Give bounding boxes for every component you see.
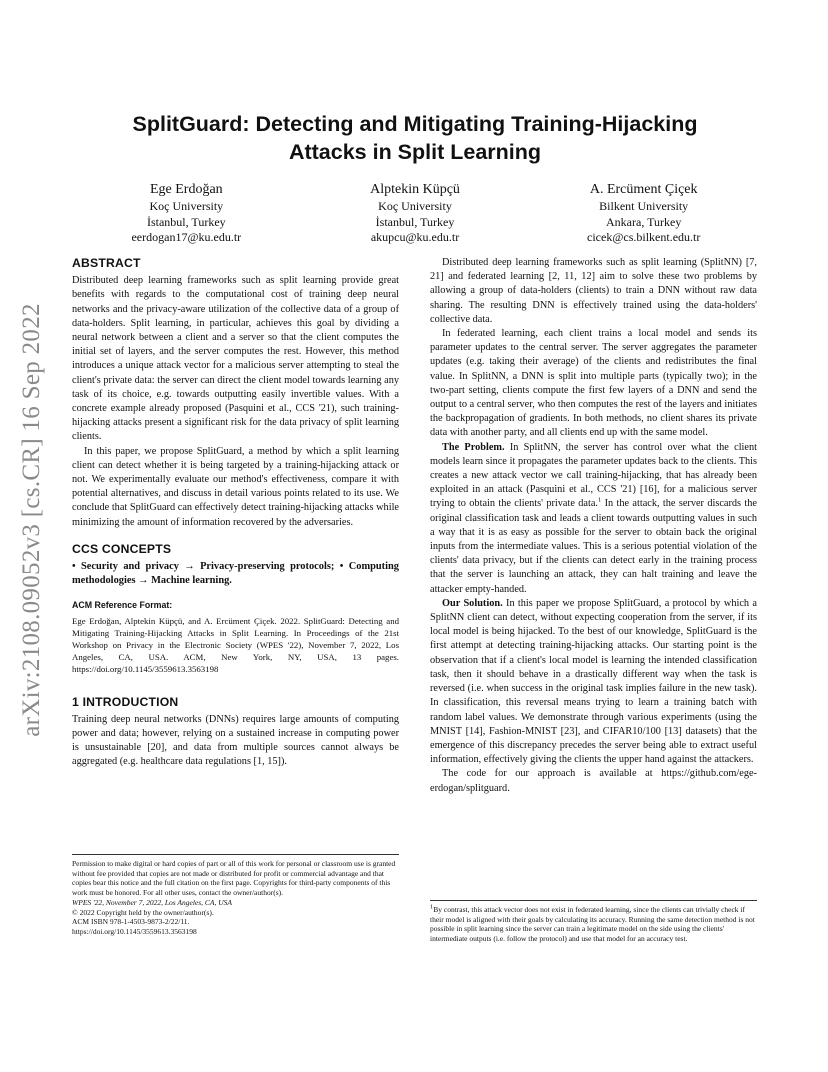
- author-email: cicek@cs.bilkent.edu.tr: [587, 230, 701, 244]
- author-1: [72, 180, 301, 246]
- problem-text: In SplitNN, the server has control over what the client models learn since it propagates the parameter updates back to the clients. This creates a new attack vector we call training-hijacking, that has already been exploited in an attack (Pasquini et al., CCS '21) [16], for a malicious server trying to obtain the clients' private data.: [430, 441, 757, 510]
- abstract-paragraph-2: In this paper, we propose SplitGuard, a method by which a split learning client can detect whether it is being targeted by a training-hijacking attack or not. We experimentally evaluate our method's effectiveness, compare it with potential alternatives, and discuss in detail various points related to its use. We conclude that SplitGuard can effectively detect training-hijacking attacks while minimizing the amount of information recovered by the adversaries.: [72, 445, 399, 528]
- ccs-concepts: • Security and privacy → Privacy-preserving protocols; • Computing methodologies → Machine learning.: [72, 561, 399, 587]
- author-location: Ankara, Turkey: [606, 214, 682, 229]
- permission-text: Permission to make digital or hard copies of part or all of this work for personal or classroom use is granted without fee provided that copies are not made or distributed for profit or commercial advantage and that copies bear this notice and the full citation on the first page. Copyrights for third-party components of this work must be honored. For all other uses, contact the owner/author(s).: [72, 859, 396, 898]
- author-affiliation: Bilkent University: [599, 199, 689, 213]
- arxiv-identifier-text: arXiv:2108.09052v3 [cs.CR] 16 Sep 2022: [18, 303, 45, 737]
- isbn-line: ACM ISBN 978-1-4503-9873-2/22/11.: [72, 917, 190, 927]
- title-line-2: Attacks in Split Learning: [288, 140, 542, 164]
- author-name: A. Ercüment Çiçek: [589, 182, 698, 197]
- footnote-number: 1: [430, 903, 434, 911]
- author-affiliation: Koç University: [378, 199, 452, 213]
- paper-title: [72, 110, 758, 166]
- title-line-1: SplitGuard: Detecting and Mitigating Training-Hijacking: [132, 112, 698, 136]
- solution-text: In this paper we propose SplitGuard, a protocol by which a SplitNN client can detect, without expecting cooperation from the server, if its local model is being hijacked. To the best of our knowledge, SplitGuard is the first attempt at detecting training-hijacking attacks. Our starting point is the observation that if a client's local model is learning the intended classification task, then it should behave in a drastically different way when the task is reversed (i.e. when success in the original task implies failure in the new task). In classification, this reversal means trying to learn a training batch with random label values. We demonstrate through various experiments (using the MNIST [14], Fashion-MNIST [23], and CIFAR10/100 [13] datasets) that the emergence of this discrepancy precedes the server being able to extract useful information, effectively giving the clients the upper hand against the attackers.: [430, 597, 757, 766]
- intro-paragraph-2: Distributed deep learning frameworks such as split learning (SplitNN) [7, 21] and federated learning [2, 11, 12] aim to solve these two problems by allowing a group of data-holders (clients) to train a DNN without raw data sharing. The resulting DNN is effectively trained using the data-holders' collective data.: [430, 257, 757, 325]
- copyright-line: © 2022 Copyright held by the owner/author(s).: [72, 907, 214, 917]
- footnote-text: [430, 905, 757, 944]
- acm-reference-text: Ege Erdoğan, Alptekin Küpçü, and A. Ercüment Çiçek. 2022. SplitGuard: Detecting and Mitigating Training-Hijacking Attacks in Split Learning. In Proceedings of the 21st Workshop on Privacy in the Electronic Society (WPES '22), November 7, 2022, Los Angeles, CA, USA. ACM, New York, NY, USA, 13 pages. https://doi.org/10.1145/3559613.3563198: [72, 615, 399, 674]
- ccs-heading: CCS CONCEPTS: [72, 541, 172, 556]
- doi-line: https://doi.org/10.1145/3559613.3563198: [72, 926, 197, 936]
- author-location: İstanbul, Turkey: [146, 214, 226, 229]
- left-column: [72, 256, 399, 770]
- author-affiliation: Koç University: [149, 199, 224, 213]
- author-location: İstanbul, Turkey: [375, 214, 455, 229]
- abstract-heading: ABSTRACT: [72, 256, 141, 270]
- footnote-marker: 1: [598, 497, 602, 505]
- footnote: [430, 900, 757, 944]
- intro-paragraph-3: In federated learning, each client trains a local model and sends its parameter updates to the central server. The server aggregates the parameter updates (e.g. taking their average) of the clients and redistributes the final value. In SplitNN, a DNN is split into multiple parts (typically two); in the two-part setting, clients compute the first few layers of a DNN and send the output to a central server, who then computes the rest of the layers and initiates the backpropagation of gradients. In both methods, no client shares its private data with another party, and all clients end up with the same model.: [430, 328, 757, 439]
- code-availability: The code for our approach is available at https://github.com/ege-erdogan/splitguard.: [430, 768, 757, 794]
- solution-paragraph: [430, 597, 757, 767]
- acm-reference-heading: ACM Reference Format:: [72, 600, 173, 611]
- author-2: [301, 180, 530, 246]
- solution-run-in-heading: Our Solution.: [442, 597, 503, 609]
- author-block: [72, 180, 758, 246]
- author-name: Alptekin Küpçü: [370, 182, 460, 197]
- venue-line: WPES '22, November 7, 2022, Los Angeles, CA, USA: [72, 897, 232, 907]
- footnote-body: By contrast, this attack vector does not exist in federated learning, since the clients can trivially check if their model is aligned with their goals by calculating its accuracy. Running the same detection method is not possible in split learning since the server can train a legitimate model on the side using the clients' intermediate outputs (i.e. follow the protocol) and use that model for an accuracy test.: [430, 905, 755, 944]
- author-name: Ege Erdoğan: [149, 182, 223, 197]
- problem-text-continued: In the attack, the server discards the original classification task and leads a client towards outputting values in such a way that it is as easy as possible for the server to obtain back the original inputs from the intermediate values. This is a serious potential violation of the clients' data privacy, but if the clients can detect early in the training process that the server is launching an attack, they can halt training and leave the attacker empty-handed.: [430, 498, 757, 595]
- author-email: akupcu@ku.edu.tr: [370, 230, 460, 244]
- permission-notice: [72, 854, 399, 937]
- abstract-paragraph-1: Distributed deep learning frameworks such as split learning provide great benefits with regards to the computational cost of training deep neural networks and the privacy-aware utilization of the collective data of a group of data-holders. Split learning, in particular, achieves this goal by dividing a neural network between a client and a server so that the client computes the initial set of layers, and the server computes the rest. However, this method introduces a unique attack vector for a malicious server attempting to steal the client's private data: the server can direct the client model towards learning any task of its choice, e.g. towards outputting easily invertible values. With a concrete example already proposed (Pasquini et al., CCS '21), such training-hijacking attacks present a significant risk for the data privacy of split learning clients.: [72, 275, 399, 443]
- introduction-paragraph-1: Training deep neural networks (DNNs) requires large amounts of computing power and data; however, relying on a sustained increase in computing power is unsustainable [20], and data from multiple sources cannot always be aggregated (e.g. healthcare data regulations [1, 15]).: [72, 713, 399, 768]
- problem-paragraph: [430, 441, 757, 597]
- author-3: [529, 180, 758, 246]
- author-email: eerdogan17@ku.edu.tr: [131, 230, 242, 244]
- problem-run-in-heading: The Problem.: [442, 441, 505, 453]
- arxiv-identifier: [0, 290, 64, 750]
- introduction-heading: 1 INTRODUCTION: [72, 694, 179, 709]
- right-column: [430, 256, 757, 796]
